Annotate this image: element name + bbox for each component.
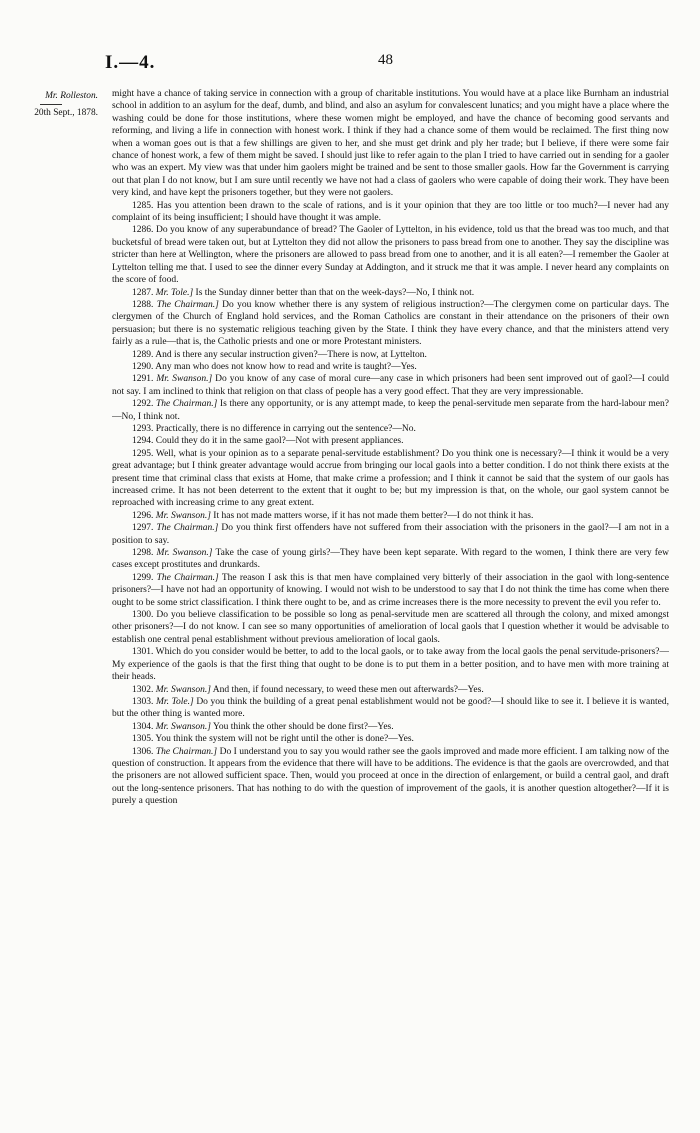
question-paragraph [112,510,669,522]
question-number: 1304. [132,721,154,732]
paragraph-text: might have a chance of taking service in connection with a group of charitable institutions. You would have at a place like Burnham an industrial school in addition to an asylum for the deaf, dumb, and blind, and also an asylum for convalescent lunatics; and you might have a place where the washing could be done for those institutions, where these women might be employed, and have the chance of becoming good servants and reforming, and living a life in connection with honest work. I think if they had a chance some of them would be reclaimed. The first thing now when a woman goes out is that a few shillings are given to her, and she must get drink and ply her trade; but I believe, if there were some fair chance of honest work, a few of them might be saved. I should just like to refer again to the plan I tried to have carried out in sending for a gaoler who was an expert. My view was that under him gaolers might be trained and be sent to those smaller gaols. How far the Government is carrying out that plan I do not know, but I am sure until recently we have not had a class of gaolers who were capable of doing their work. They have been very kind, and have kept the prisoners together, but they were not gaolers. [112,89,669,199]
page-header [0,40,700,73]
question-paragraph [112,646,669,683]
question-number: 1294. [132,436,154,447]
question-number: 1306. [132,746,154,757]
speaker-label: The Chairman.] [156,299,219,310]
paragraph-text: Any man who does not know how to read and write is taught?—Yes. [155,361,417,372]
paragraph-text: It has not made matters worse, if it has not made them better?—I do not think it has. [213,510,534,521]
question-number: 1285. [132,200,154,211]
question-paragraph [112,733,669,745]
question-paragraph [112,448,669,510]
paragraph-text: Do you know of any case of moral cure—any case in which prisoners had been sent improved out of gaol?—I could not say. I am inclined to think that religion on that class of people has a very good effect. That they are very impressionable. [112,374,669,397]
question-number: 1291. [132,374,154,385]
paragraph-text: And is there any secular instruction given?—There is now, at Lyttelton. [155,349,427,360]
speaker-label: Mr. Swanson.] [156,374,213,385]
question-paragraph [112,200,669,225]
question-number: 1305. [132,734,154,745]
paragraph-text: Has you attention been drawn to the scale of rations, and is it your opinion that they are too little or too much?—I never had any complaint of its being insufficient; I should have thought it was ample. [112,200,669,224]
speaker-label: Mr. Swanson.] [155,684,211,695]
question-number: 1289. [132,349,154,360]
question-paragraph [112,696,669,721]
question-number: 1300. [132,610,154,621]
speaker-label: The Chairman.] [155,399,218,410]
document-reference: I.—4. [105,52,156,73]
paragraph-text: Do you know of any superabundance of bread? The Gaoler of Lyttelton, in his evidence, told us that the bread was too much, and that bucketsful of bread were taken out, but at Lyttelton they did not allow the prisoners to pass bread from one to another. They say the discipline was stricter than here at Wellington, where the prisoners are allowed to pass bread from one to another, and it is all eaten?—I remember the Gaoler at Lyttelton telling me that. I used to see the dinner every Sunday at Addington, and it struck me that it was ample. I never heard any complaints on the score of food. [112,225,669,286]
question-number: 1288. [132,299,154,310]
paragraph-text: Take the case of young girls?—They have been kept separate. With regard to the women, I think there are very few cases except prostitutes and drunkards. [112,548,669,571]
question-paragraph [112,684,669,696]
question-paragraph [112,361,669,373]
paragraph-text: Do you think the building of a great penal establishment would not be good?—I should like to see it. I believe it is wanted, but the other thing is wanted more. [112,696,669,720]
question-paragraph [112,423,669,435]
question-number: 1295. [132,448,154,459]
speaker-label: Mr. Swanson.] [155,721,211,732]
question-number: 1290. [132,361,154,372]
question-paragraph [112,522,669,547]
question-paragraph [112,349,669,361]
question-paragraph [112,287,669,299]
question-paragraph [112,746,669,808]
paragraph-text: And then, if found necessary, to weed these men out afterwards?—Yes. [212,684,484,695]
speaker-label: Mr. Swanson.] [156,548,213,559]
paragraph-text: You think the system will not be right until the other is done?—Yes. [155,734,414,745]
paragraph-text: Is the Sunday dinner better than that on the week-days?—No, I think not. [195,287,475,298]
question-number: 1293. [132,423,154,434]
paragraph-text: The reason I ask this is that men have complained very bitterly of their association in the gaol with long-sentence prisoners?—I have not had an opportunity of knowing. I would not wish to be understood to say that I do not think the time has come when there ought to be some strict classification. I think there ought to be, and as crime increases there is the more necessity to prevent the evil you refer to. [112,572,669,608]
margin-date: 20th Sept., 1878. [34,108,98,118]
speaker-label: The Chairman.] [156,523,219,534]
question-number: 1296. [132,510,154,521]
question-paragraph [112,224,669,286]
paragraph-text: Practically, there is no difference in carrying out the sentence?—No. [155,423,416,434]
paragraph-text: Do you think first offenders have not suffered from their association with the prisoners in the gaol?—I am not in a position to say. [112,523,669,546]
question-number: 1298. [132,548,154,559]
question-number: 1287. [132,287,154,298]
paragraph-text: Is there any opportunity, or is any attempt made, to keep the penal-servitude men separate from the hard-labour men?—No, I think not. [112,399,669,422]
question-number: 1303. [132,696,154,707]
question-paragraph [112,572,669,609]
document-body [112,88,669,1088]
margin-note [6,90,98,119]
question-number: 1297. [132,523,154,534]
question-paragraph [112,609,669,646]
paragraph-text: You think the other should be done first?—Yes. [212,721,394,732]
speaker-label: Mr. Tole.] [155,287,194,298]
question-number: 1299. [132,572,154,583]
paragraph-text: Could they do it in the same gaol?—Not with present appliances. [155,436,404,447]
question-paragraph [112,299,669,349]
question-paragraph [112,373,669,398]
speaker-label: The Chairman.] [155,746,218,757]
question-paragraph [112,721,669,733]
question-number: 1302. [132,684,154,695]
speaker-label: The Chairman.] [156,572,219,583]
paragraph-text: Do you know whether there is any system of religious instruction?—The clergymen come on particular days. The clergymen of the Church of England hold services, and the Roman Catholics are constant in their attendance on the prisoners of their own persuasion; but there is no systematic religious teaching given by the State. I think they have every chance, and that the ministers attend very fairly as a rule—that is, the Catholic priests and one or more Protestant ministers. [112,299,669,348]
paragraph-text: Well, what is your opinion as to a separate penal-servitude establishment? Do you think one is necessary?—I think it would be a very great advantage; but I think greater advantage would accrue from bringing our local gaols into a better condition. I do not think there exists at the present time that criminal class that exists at Home, that make crime a profession; and I think it cannot be said that the system of our gaols has increased crime. It has not been deterrent to the extent that it ought to be; but my impression is that, on the whole, our gaol system cannot be reproached with increasing crime to any great extent. [112,448,669,509]
speaker-label: Mr. Swanson.] [155,510,211,521]
question-paragraph [112,398,669,423]
speaker-label: Mr. Tole.] [156,696,194,707]
question-number: 1292. [132,399,154,410]
paragraph-text: Do you believe classification to be possible so long as penal-servitude men are scattered all through the colony, and mixed amongst other prisoners?—I do not know. I can see so many opportunities of amelioration of local gaols that I question whether it would be advisable to establish one central penal establishment without previous amelioration of local gaols. [112,610,669,645]
question-paragraph [112,435,669,447]
question-number: 1286. [132,225,154,236]
continued-paragraph [112,88,669,200]
page-number: 48 [378,52,393,68]
margin-speaker: Mr. Rolleston. [45,91,98,101]
margin-rule [40,104,62,105]
paragraph-text: Do I understand you to say you would rather see the gaols improved and made more efficient. I am talking now of the question of construction. It appears from the evidence that there will have to be additions. The evidence is that the gaols are overcrowded, and that the prisoners are not allowed sufficient space. Then, would you proceed at once in the direction of enlargement, or build a central gaol, and draft out the long-sentence prisoners. That has nothing to do with the question of improvement of the gaols, it is another question altogether?—If it is purely a question [112,746,669,807]
question-paragraph [112,547,669,572]
question-number: 1301. [132,647,154,658]
paragraph-text: Which do you consider would be better, to add to the local gaols, or to take away from the local gaols the penal servitude-prisoners?—My experience of the gaols is that the first thing that ought to be done is to put them in a better position, and to have men with more training at their heads. [112,647,669,683]
